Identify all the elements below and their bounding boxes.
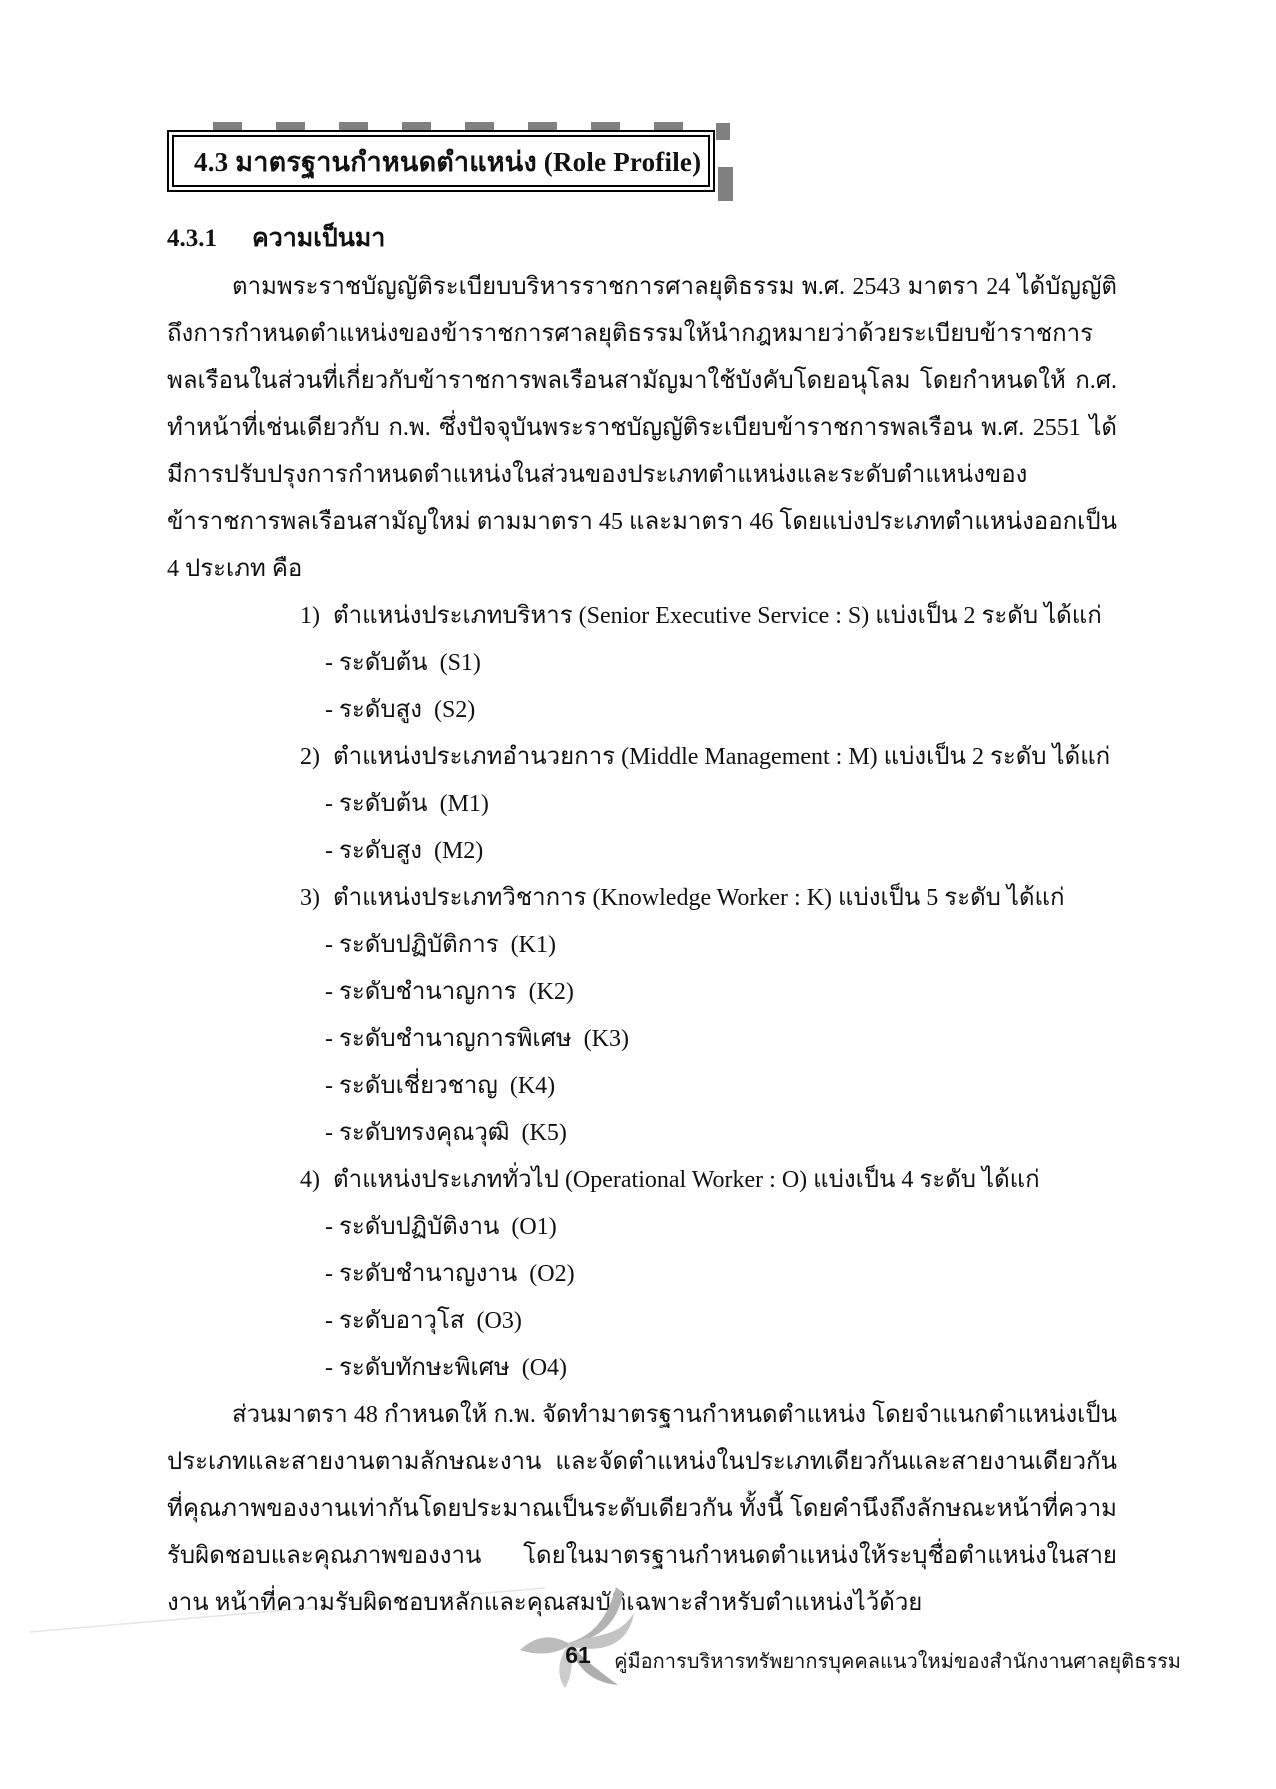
position-type-list (167, 593, 1117, 1392)
list-sub-item: - ระดับปฏิบัติงาน (O1) (325, 1214, 557, 1240)
list-item (167, 1157, 1117, 1204)
list-sub-item: - ระดับสูง (S2) (325, 697, 476, 723)
section-box-title: 4.3 มาตรฐานกำหนดตำแหน่ง (Role Profile) (194, 146, 702, 177)
subsection-title: ความเป็นมา (252, 225, 386, 252)
page-number: 61 (565, 1642, 591, 1668)
paragraph-closing: ส่วนมาตรา 48 กำหนดให้ ก.พ. จัดทำมาตรฐานกำหนดตำแหน่ง โดยจำแนกตำแหน่งเป็นประเภทและสายงานตามลักษณะงาน และจัดตำแหน่งในประเภทเดียวกันและสายงานเดียวกันที่คุณภาพของงานเท่ากันโดยประมาณเป็นระดับเดียวกัน ทั้งนี้ โดยคำนึงถึงลักษณะหน้าที่ความรับผิดชอบและคุณภาพของงาน โดยในมาตรฐานกำหนดตำแหน่งให้ระบุชื่อตำแหน่งในสายงาน หน้าที่ความรับผิดชอบหลักและคุณสมบัติเฉพาะสำหรับตำแหน่งไว้ด้วย (167, 1402, 1117, 1616)
header-corner-block (716, 123, 730, 140)
list-item-number: 4) (300, 1167, 320, 1193)
list-sub-item: - ระดับชำนาญการ (K2) (325, 979, 574, 1005)
list-sub-item: - ระดับต้น (M1) (325, 791, 489, 817)
list-item (167, 593, 1117, 640)
list-sub-item: - ระดับสูง (M2) (325, 838, 484, 864)
list-item-text: ตำแหน่งประเภทอำนวยการ (Middle Management : M) แบ่งเป็น 2 ระดับ ได้แก่ (333, 744, 1111, 770)
header-corner-block (718, 167, 733, 201)
list-item-number: 1) (300, 603, 320, 629)
list-sub-item: - ระดับเชี่ยวชาญ (K4) (325, 1073, 556, 1099)
list-item-text: ตำแหน่งประเภททั่วไป (Operational Worker : O) แบ่งเป็น 4 ระดับ ได้แก่ (333, 1167, 1040, 1193)
section-title-box (167, 130, 715, 192)
footer-manual-title: คู่มือการบริหารทรัพยากรบุคคลแนวใหม่ของสำนักงานศาลยุติธรรม (614, 1651, 1181, 1673)
list-item-number: 2) (300, 744, 320, 770)
subsection-number: 4.3.1 (167, 225, 217, 252)
list-sub-item: - ระดับชำนาญการพิเศษ (K3) (325, 1026, 629, 1052)
section-title-box-inner (172, 135, 710, 187)
list-sub-item: - ระดับต้น (S1) (325, 650, 481, 676)
subsection-heading (167, 218, 385, 258)
list-sub-item: - ระดับทักษะพิเศษ (O4) (325, 1355, 568, 1381)
list-item-text: ตำแหน่งประเภทวิชาการ (Knowledge Worker : K) แบ่งเป็น 5 ระดับ ได้แก่ (333, 885, 1065, 911)
list-item-text: ตำแหน่งประเภทบริหาร (Senior Executive Service : S) แบ่งเป็น 2 ระดับ ได้แก่ (333, 603, 1102, 629)
body-text (167, 264, 1117, 1627)
list-sub-item: - ระดับชำนาญงาน (O2) (325, 1261, 575, 1287)
list-item (167, 734, 1117, 781)
list-item-number: 3) (300, 885, 320, 911)
list-sub-item: - ระดับอาวุโส (O3) (325, 1308, 522, 1334)
list-sub-item: - ระดับปฏิบัติการ (K1) (325, 932, 556, 958)
list-sub-item: - ระดับทรงคุณวุฒิ (K5) (325, 1120, 567, 1146)
paragraph-intro: ตามพระราชบัญญัติระเบียบบริหารราชการศาลยุติธรรม พ.ศ. 2543 มาตรา 24 ได้บัญญัติถึงการกำหนดตำแหน่งของข้าราชการศาลยุติธรรมให้นำกฎหมายว่าด้วยระเบียบข้าราชการพลเรือนในส่วนที่เกี่ยวกับข้าราชการพลเรือนสามัญมาใช้บังคับโดยอนุโลม โดยกำหนดให้ ก.ศ. ทำหน้าที่เช่นเดียวกับ ก.พ. ซึ่งปัจจุบันพระราชบัญญัติระเบียบข้าราชการพลเรือน พ.ศ. 2551 ได้มีการปรับปรุงการกำหนดตำแหน่งในส่วนของประเภทตำแหน่งและระดับตำแหน่งของข้าราชการพลเรือนสามัญใหม่ ตามมาตรา 45 และมาตรา 46 โดยแบ่งประเภทตำแหน่งออกเป็น 4 ประเภท คือ (167, 274, 1117, 582)
list-item (167, 875, 1117, 922)
